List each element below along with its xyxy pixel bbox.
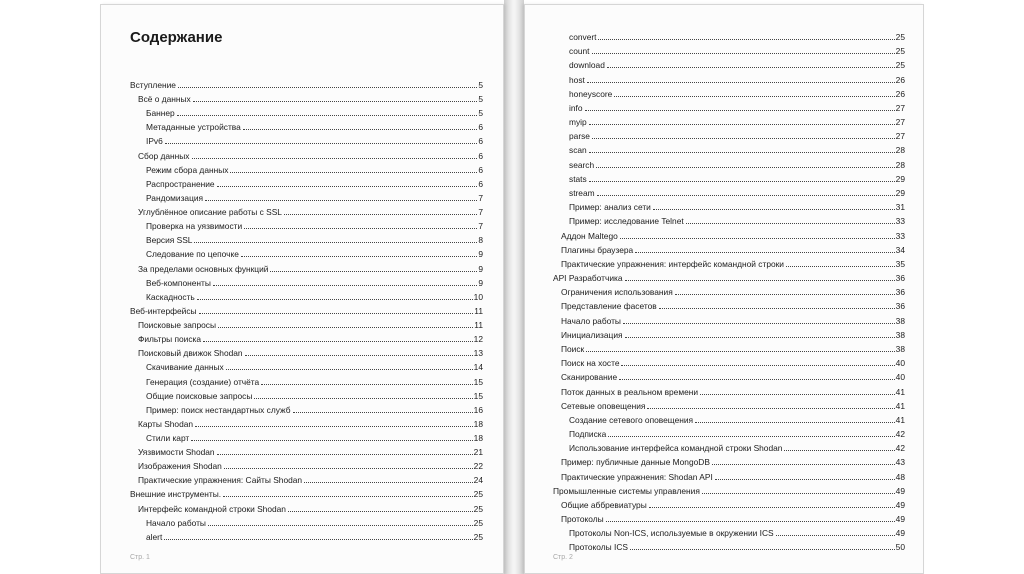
toc-entry — [569, 30, 905, 42]
toc-leader-dots — [589, 124, 895, 125]
toc-entry-label: Подписка — [569, 429, 607, 440]
toc-entry — [569, 540, 905, 552]
toc-leader-dots — [715, 479, 895, 480]
toc-entry — [569, 172, 905, 184]
toc-leader-dots — [625, 280, 895, 281]
toc-leader-dots — [224, 468, 473, 469]
toc-entry-label: Использование интерфейса командной строки Shodan — [569, 443, 783, 454]
toc-leader-dots — [585, 110, 895, 111]
toc-entry-label: myip — [569, 117, 587, 128]
toc-entry — [569, 214, 905, 226]
toc-entry-page: 27 — [895, 131, 905, 142]
toc-entry — [569, 526, 905, 538]
toc-entry-label: Протоколы — [561, 514, 604, 525]
toc-entry — [561, 385, 905, 397]
toc-entry-label: Поисковый движок Shodan — [138, 348, 243, 359]
toc-leader-dots — [621, 365, 894, 366]
toc-entry-page: 36 — [895, 273, 905, 284]
toc-leader-dots — [598, 39, 894, 40]
toc-entry — [569, 186, 905, 198]
toc-entry-page: 40 — [895, 358, 905, 369]
toc-leader-dots — [625, 337, 895, 338]
toc-entry-label: API Разработчика — [553, 273, 623, 284]
page-number-right: Стр. 2 — [553, 554, 573, 561]
toc-leader-dots — [589, 152, 895, 153]
toc-entry-page: 48 — [895, 471, 905, 482]
toc-entry — [138, 149, 483, 161]
toc-entry-label: Скачивание данных — [146, 362, 224, 373]
toc-entry-page: 22 — [473, 461, 483, 472]
toc-leader-dots — [614, 96, 894, 97]
page-number-left: Стр. 1 — [130, 554, 150, 561]
toc-leader-dots — [223, 496, 473, 497]
toc-leader-dots — [592, 53, 895, 54]
toc-entry-label: search — [569, 159, 595, 170]
toc-entry-label: Углублённое описание работы с SSL — [138, 207, 282, 218]
toc-entry — [138, 502, 483, 514]
toc-entry-label: Веб-компоненты — [146, 277, 211, 288]
toc-entry — [561, 299, 905, 311]
toc-leader-dots — [213, 285, 477, 286]
toc-entry-page: 6 — [478, 164, 483, 175]
toc-entry-label: Начало работы — [146, 517, 206, 528]
toc-leader-dots — [218, 327, 473, 328]
toc-entry-label: Карты Shodan — [138, 418, 194, 429]
toc-leader-dots — [596, 167, 895, 168]
toc-entry-label: IPv6 — [146, 136, 163, 147]
toc-entry — [561, 328, 905, 340]
toc-leader-dots — [164, 539, 472, 540]
toc-leader-dots — [700, 394, 895, 395]
toc-entry-label: Аддон Maltego — [561, 230, 618, 241]
toc-entry-page: 36 — [895, 301, 905, 312]
toc-entry — [130, 304, 483, 316]
left-page — [100, 4, 504, 574]
toc-entry-page: 25 — [473, 489, 483, 500]
toc-entry-page: 33 — [895, 216, 905, 227]
toc-entry-label: count — [569, 46, 590, 57]
toc-entry-label: Изображения Shodan — [138, 461, 222, 472]
toc-leader-dots — [194, 242, 477, 243]
toc-entry-page: 5 — [478, 80, 483, 90]
toc-entry-label: Пример: поиск нестандартных служб — [146, 404, 291, 415]
toc-entry — [569, 58, 905, 70]
toc-leader-dots — [619, 379, 895, 380]
toc-entry — [146, 106, 483, 118]
toc-leader-dots — [606, 521, 895, 522]
toc-leader-dots — [592, 138, 895, 139]
toc-entry-label: Пример: анализ сети — [569, 202, 651, 213]
toc-entry-page: 25 — [895, 46, 905, 57]
toc-entry-label: stats — [569, 173, 587, 184]
toc-entry-label: Плагины браузера — [561, 244, 634, 255]
toc-entry-page: 24 — [473, 475, 483, 486]
toc-entry-page: 49 — [895, 499, 905, 510]
toc-entry — [138, 318, 483, 330]
toc-entry — [146, 177, 483, 189]
toc-leader-dots — [586, 351, 894, 352]
toc-entry-label: Фильтры поиска — [138, 334, 202, 345]
toc-entry-page: 15 — [473, 376, 483, 387]
toc-leader-dots — [647, 408, 894, 409]
toc-entry-page: 31 — [895, 202, 905, 213]
toc-entry — [130, 487, 483, 499]
toc-entry-page: 28 — [895, 145, 905, 156]
toc-entry-page: 9 — [478, 263, 483, 274]
toc-entry-page: 15 — [473, 390, 483, 401]
toc-entry — [146, 163, 483, 175]
toc-entry-page: 6 — [478, 136, 483, 147]
toc-entry-page: 8 — [478, 235, 483, 246]
toc-entry-page: 43 — [895, 457, 905, 468]
toc-entry-page: 7 — [478, 192, 483, 203]
toc-leader-dots — [203, 341, 473, 342]
toc-entry-label: Интерфейс командной строки Shodan — [138, 503, 286, 514]
toc-entry-page: 18 — [473, 418, 483, 429]
toc-entry — [561, 356, 905, 368]
toc-entry-page: 29 — [895, 173, 905, 184]
toc-entry-page: 41 — [895, 414, 905, 425]
toc-leader-dots — [695, 422, 895, 423]
toc-entry-label: honeyscore — [569, 88, 613, 99]
toc-entry-label: Стили карт — [146, 433, 190, 443]
toc-entry — [569, 129, 905, 141]
toc-entry-label: Инициализация — [561, 329, 623, 340]
toc-leader-dots — [293, 412, 473, 413]
toc-entry-label: Начало работы — [561, 315, 621, 326]
toc-entry-page: 6 — [478, 178, 483, 189]
toc-leader-dots — [217, 454, 473, 455]
toc-entry — [138, 332, 483, 344]
toc-entry-label: Версия SSL — [146, 235, 193, 246]
toc-entry — [146, 389, 483, 401]
toc-leader-dots — [702, 493, 895, 494]
toc-entry-label: info — [569, 102, 583, 113]
toc-entry-label: Сканирование — [561, 372, 618, 383]
toc-entry-page: 11 — [474, 305, 483, 316]
toc-entry-page: 25 — [473, 531, 483, 542]
toc-entry — [146, 530, 483, 542]
toc-entry-label: Вступление — [130, 80, 176, 90]
toc-entry-label: Создание сетевого оповещения — [569, 414, 694, 425]
toc-entry-page: 6 — [478, 122, 483, 133]
toc-entry — [569, 44, 905, 56]
toc-entry-page: 11 — [474, 320, 483, 331]
toc-entry — [561, 229, 905, 241]
toc-entry-page: 40 — [895, 372, 905, 383]
toc-entry-page: 13 — [473, 348, 483, 359]
toc-entry-label: Проверка на уязвимости — [146, 221, 243, 232]
toc-leader-dots — [191, 440, 472, 441]
toc-leader-dots — [226, 369, 473, 370]
toc-entry — [569, 441, 905, 453]
toc-entry-page: 16 — [473, 404, 483, 415]
toc-entry — [569, 143, 905, 155]
toc-entry — [138, 92, 483, 104]
toc-entry — [138, 417, 483, 429]
toc-entry — [138, 205, 483, 217]
toc-entry-page: 25 — [895, 60, 905, 71]
toc-entry-page: 42 — [895, 443, 905, 454]
toc-list-left — [101, 5, 503, 573]
toc-leader-dots — [254, 398, 472, 399]
toc-leader-dots — [608, 436, 894, 437]
toc-entry-label: Распространение — [146, 178, 215, 189]
toc-entry-page: 38 — [895, 329, 905, 340]
toc-leader-dots — [244, 228, 477, 229]
toc-entry-label: Уязвимости Shodan — [138, 447, 215, 458]
toc-entry — [569, 413, 905, 425]
toc-entry — [561, 257, 905, 269]
toc-leader-dots — [304, 482, 473, 483]
toc-entry — [561, 455, 905, 467]
toc-leader-dots — [165, 143, 478, 144]
toc-entry-label: Режим сбора данных — [146, 164, 229, 175]
toc-entry-label: За пределами основных функций — [138, 263, 269, 274]
toc-entry-page: 7 — [478, 207, 483, 218]
toc-entry-label: Следование по цепочке — [146, 249, 239, 260]
toc-leader-dots — [630, 549, 895, 550]
toc-leader-dots — [653, 209, 895, 210]
toc-leader-dots — [784, 450, 894, 451]
toc-entry-page: 38 — [895, 315, 905, 326]
toc-entry-page: 29 — [895, 187, 905, 198]
toc-entry — [146, 360, 483, 372]
toc-leader-dots — [199, 313, 474, 314]
toc-entry-page: 25 — [473, 517, 483, 528]
toc-entry-page: 12 — [473, 334, 483, 345]
toc-entry-label: parse — [569, 131, 590, 142]
toc-leader-dots — [597, 195, 895, 196]
toc-entry-page: 49 — [895, 485, 905, 496]
toc-leader-dots — [197, 299, 473, 300]
toc-entry-page: 34 — [895, 244, 905, 255]
toc-entry-page: 10 — [473, 291, 483, 302]
toc-entry — [138, 459, 483, 471]
toc-leader-dots — [589, 181, 895, 182]
toc-entry — [138, 473, 483, 485]
toc-leader-dots — [177, 115, 478, 116]
toc-leader-dots — [623, 323, 895, 324]
toc-entry-label: scan — [569, 145, 587, 156]
toc-entry-label: Практические упражнения: интерфейс командной строки — [561, 258, 784, 269]
toc-entry — [138, 262, 483, 274]
toc-entry-label: Ограничения использования — [561, 287, 673, 298]
toc-entry-label: Пример: публичные данные MongoDB — [561, 457, 710, 468]
toc-entry — [561, 314, 905, 326]
toc-entry-label: stream — [569, 187, 595, 198]
toc-entry-label: Внешние инструменты. — [130, 489, 222, 500]
toc-entry-page: 14 — [473, 362, 483, 373]
toc-entry-label: Рандомизация — [146, 192, 204, 203]
toc-entry-label: Пример: исследование Telnet — [569, 216, 684, 227]
toc-entry-page: 50 — [895, 542, 905, 553]
toc-entry — [569, 73, 905, 85]
toc-leader-dots — [193, 101, 478, 102]
toc-entry — [146, 134, 483, 146]
toc-entry — [561, 243, 905, 255]
toc-entry — [561, 470, 905, 482]
toc-entry-page: 42 — [895, 429, 905, 440]
toc-entry-label: Сбор данных — [138, 150, 190, 161]
toc-entry-page: 26 — [895, 88, 905, 99]
toc-entry-page: 9 — [478, 277, 483, 288]
toc-entry — [561, 370, 905, 382]
toc-entry — [553, 271, 905, 283]
toc-leader-dots — [217, 186, 478, 187]
toc-entry-page: 49 — [895, 528, 905, 539]
toc-leader-dots — [649, 507, 895, 508]
toc-entry — [561, 399, 905, 411]
toc-entry-label: Практические упражнения: Shodan API — [561, 471, 713, 482]
toc-entry-label: Протоколы ICS — [569, 542, 628, 553]
toc-entry — [146, 516, 483, 528]
toc-entry — [569, 115, 905, 127]
toc-entry-page: 5 — [478, 94, 483, 105]
toc-entry-label: convert — [569, 32, 597, 42]
toc-entry-page: 25 — [895, 32, 905, 42]
toc-leader-dots — [178, 87, 477, 88]
toc-leader-dots — [245, 355, 473, 356]
page-title: Содержание — [130, 29, 223, 46]
toc-entry — [146, 247, 483, 259]
toc-entry — [569, 101, 905, 113]
toc-entry-label: Генерация (создание) отчёта — [146, 376, 260, 387]
toc-entry-page: 38 — [895, 343, 905, 354]
toc-entry-label: Протоколы Non-ICS, используемые в окружении ICS — [569, 528, 774, 539]
toc-entry-label: Веб-интерфейсы — [130, 305, 197, 316]
toc-entry — [569, 200, 905, 212]
toc-leader-dots — [208, 525, 473, 526]
toc-entry — [146, 431, 483, 443]
toc-entry — [146, 403, 483, 415]
toc-entry-label: Поток данных в реальном времени — [561, 386, 699, 397]
toc-leader-dots — [270, 271, 477, 272]
toc-entry — [130, 78, 483, 90]
toc-leader-dots — [607, 67, 895, 68]
toc-entry — [146, 290, 483, 302]
toc-entry — [561, 498, 905, 510]
toc-entry-page: 35 — [895, 258, 905, 269]
toc-leader-dots — [195, 426, 473, 427]
toc-entry-label: Практические упражнения: Сайты Shodan — [138, 475, 303, 486]
toc-entry-label: download — [569, 60, 605, 71]
toc-leader-dots — [659, 308, 895, 309]
toc-leader-dots — [776, 535, 895, 536]
toc-entry-label: Промышленные системы управления — [553, 485, 700, 496]
toc-leader-dots — [192, 158, 478, 159]
toc-entry-label: Поисковые запросы — [138, 320, 216, 331]
toc-leader-dots — [675, 294, 895, 295]
toc-entry-label: Сетевые оповещения — [561, 400, 646, 411]
toc-entry — [561, 342, 905, 354]
toc-entry-label: Метаданные устройства — [146, 122, 241, 133]
toc-leader-dots — [284, 214, 477, 215]
toc-entry-page: 41 — [895, 400, 905, 411]
toc-leader-dots — [587, 82, 895, 83]
toc-entry-label: Всё о данных — [138, 94, 191, 105]
toc-entry-label: Поиск — [561, 343, 585, 354]
toc-entry-page: 25 — [473, 503, 483, 514]
toc-leader-dots — [205, 200, 477, 201]
toc-entry-page: 27 — [895, 102, 905, 113]
toc-entry-label: Баннер — [146, 108, 175, 119]
toc-entry-page: 9 — [478, 249, 483, 260]
toc-entry-label: Каскадность — [146, 291, 195, 302]
toc-entry — [569, 87, 905, 99]
toc-entry — [569, 427, 905, 439]
toc-entry-page: 21 — [473, 447, 483, 458]
toc-entry-label: Общие поисковые запросы — [146, 390, 253, 401]
toc-entry-page: 41 — [895, 386, 905, 397]
toc-entry — [553, 484, 905, 496]
toc-leader-dots — [241, 256, 477, 257]
toc-leader-dots — [261, 384, 472, 385]
toc-leader-dots — [712, 464, 895, 465]
toc-entry — [138, 346, 483, 358]
toc-entry-page: 7 — [478, 221, 483, 232]
toc-entry — [138, 445, 483, 457]
toc-entry — [569, 158, 905, 170]
toc-entry-page: 36 — [895, 287, 905, 298]
toc-leader-dots — [786, 266, 895, 267]
toc-leader-dots — [635, 252, 894, 253]
toc-entry-page: 33 — [895, 230, 905, 241]
toc-entry — [146, 219, 483, 231]
toc-leader-dots — [230, 172, 477, 173]
toc-entry-label: Поиск на хосте — [561, 358, 620, 369]
toc-entry — [146, 375, 483, 387]
toc-entry-page: 18 — [473, 433, 483, 443]
toc-entry-label: alert — [146, 531, 163, 542]
toc-entry — [561, 512, 905, 524]
toc-entry-page: 27 — [895, 117, 905, 128]
toc-entry-page: 28 — [895, 159, 905, 170]
toc-entry — [146, 191, 483, 203]
toc-entry-page: 49 — [895, 514, 905, 525]
toc-entry — [146, 276, 483, 288]
toc-entry — [146, 120, 483, 132]
toc-entry — [146, 233, 483, 245]
toc-entry-label: Общие аббревиатуры — [561, 499, 647, 510]
toc-entry-label: host — [569, 74, 585, 85]
book-spine — [504, 0, 524, 574]
toc-entry — [561, 285, 905, 297]
toc-list-right — [525, 5, 923, 573]
toc-leader-dots — [620, 238, 895, 239]
toc-entry-page: 6 — [478, 150, 483, 161]
toc-entry-page: 26 — [895, 74, 905, 85]
toc-leader-dots — [686, 223, 895, 224]
toc-entry-label: Представление фасетов — [561, 301, 657, 312]
toc-leader-dots — [288, 511, 473, 512]
toc-entry-page: 5 — [478, 108, 483, 119]
toc-leader-dots — [243, 129, 478, 130]
right-page — [524, 4, 924, 574]
